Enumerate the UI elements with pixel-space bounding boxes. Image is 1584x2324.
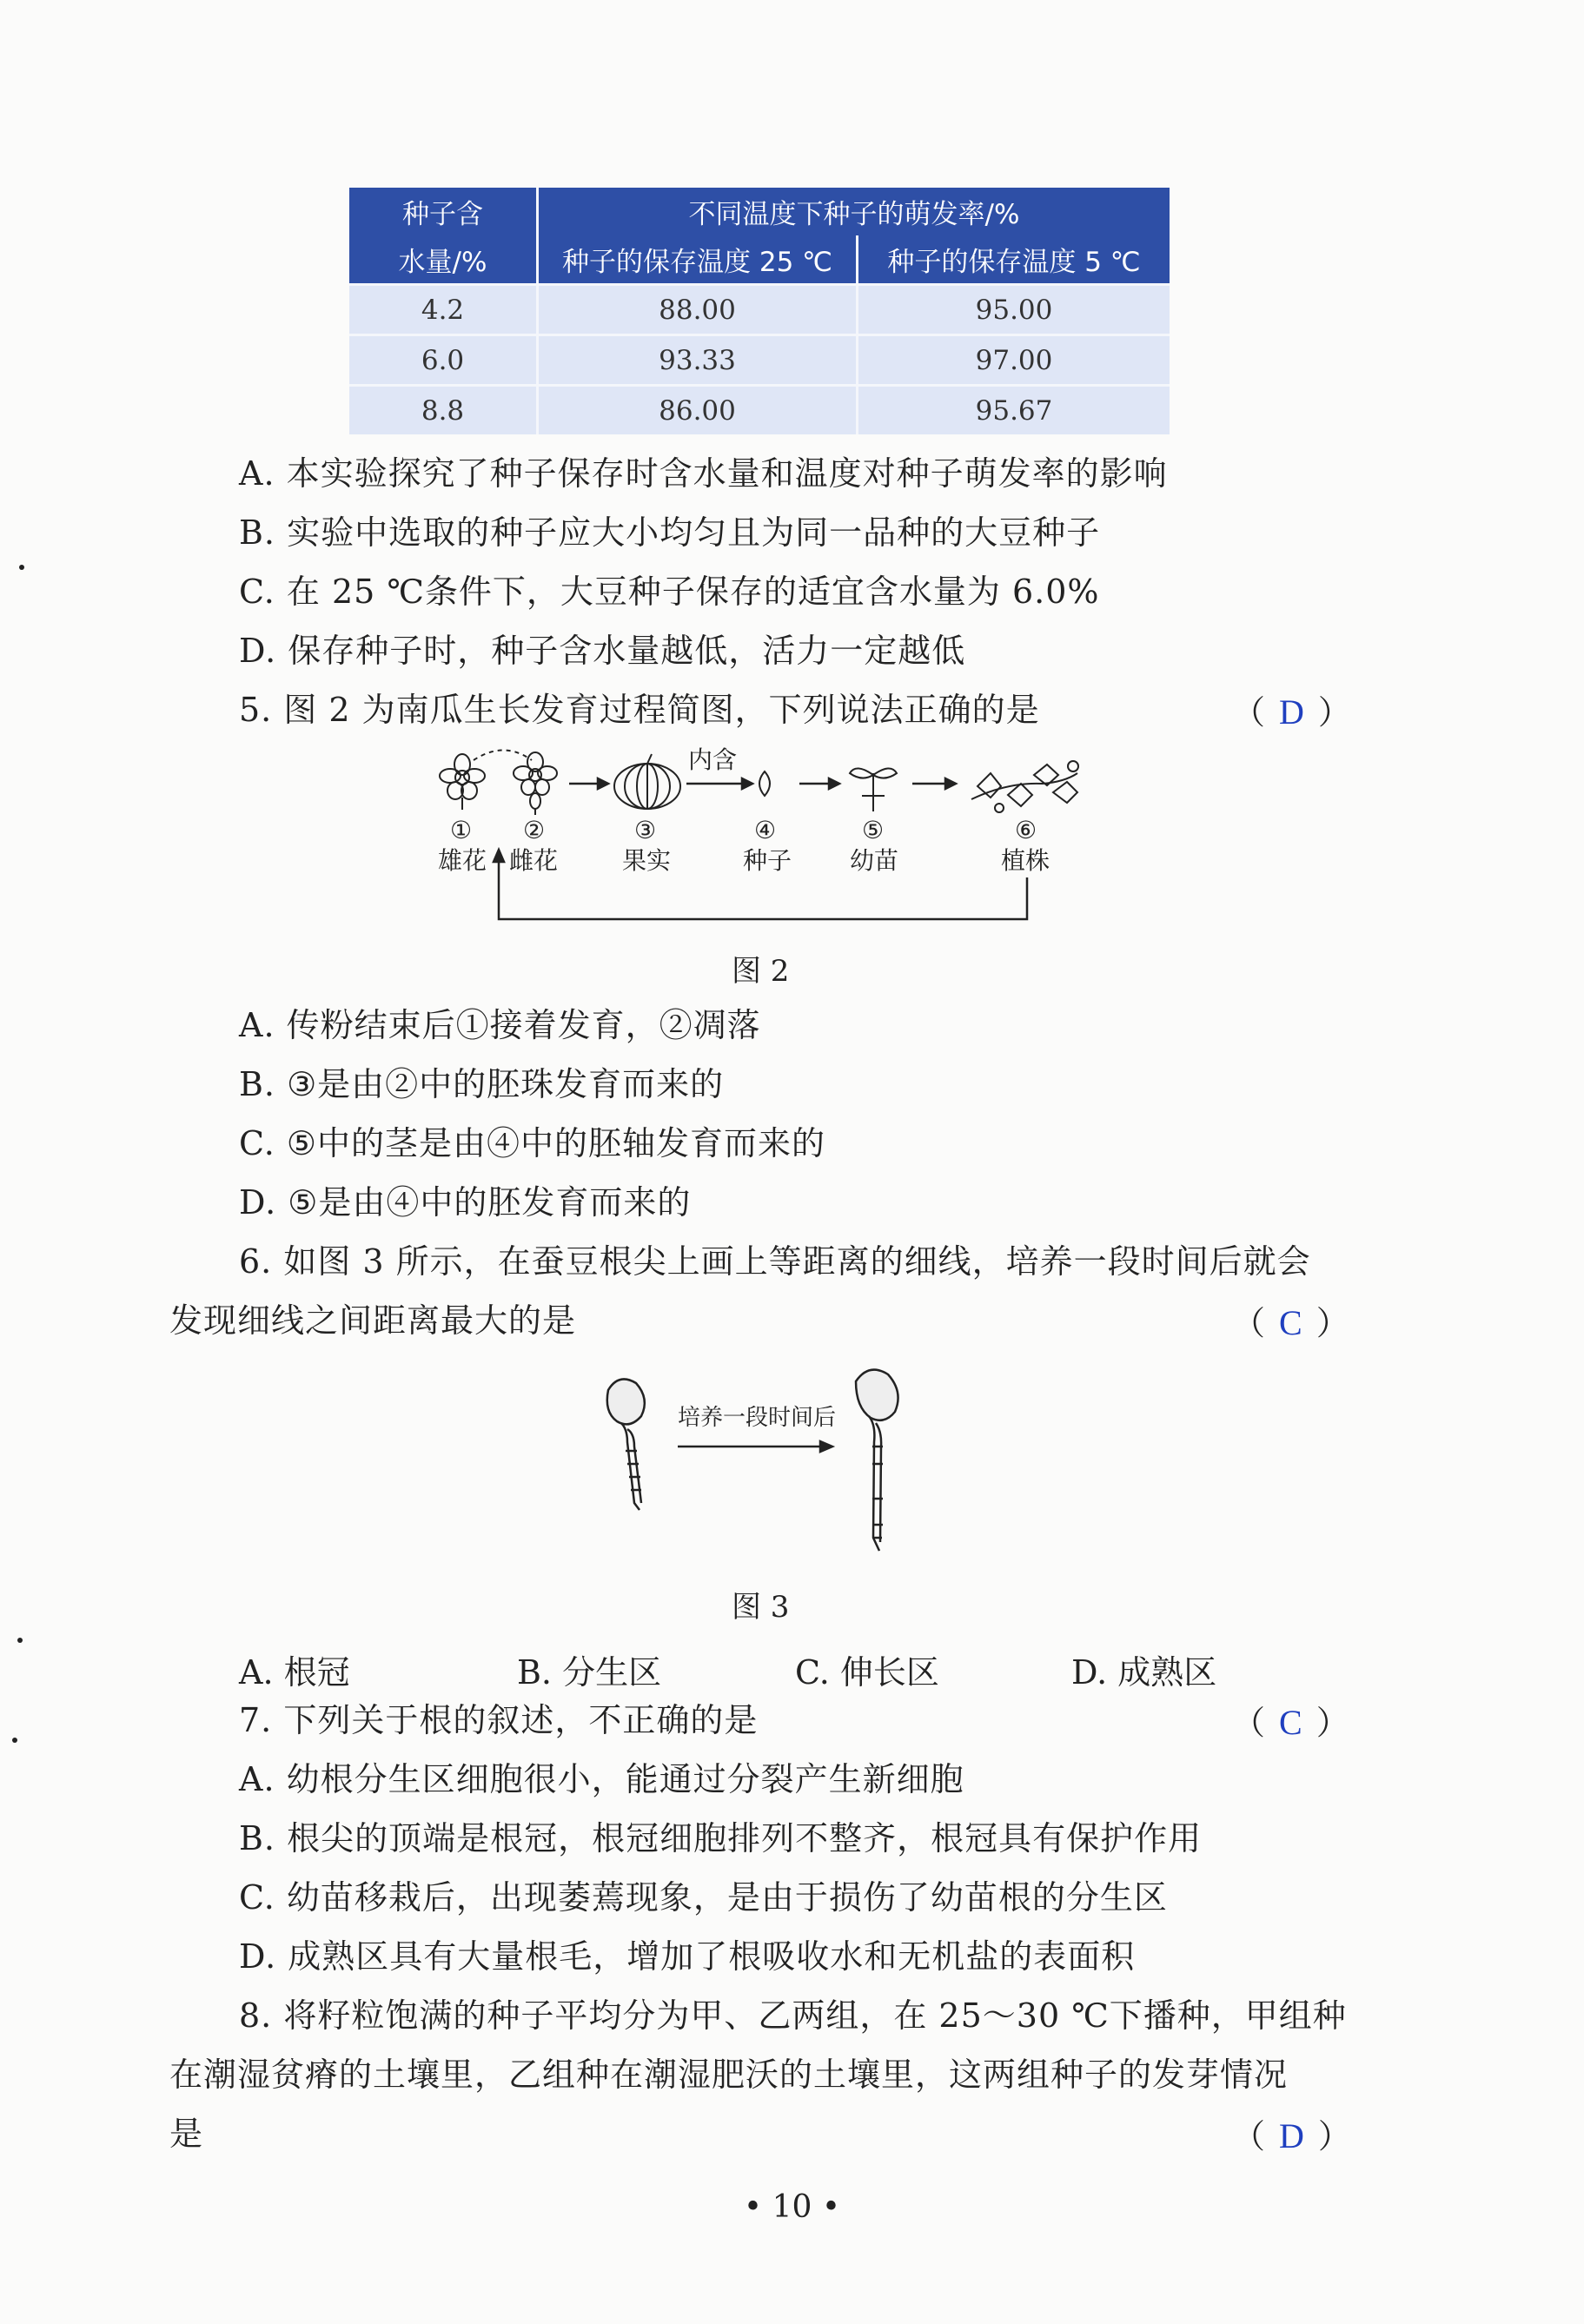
q6-option-a: A. 根冠 xyxy=(239,1653,350,1692)
stage-name: 种子 xyxy=(743,846,792,875)
q4-option-c: C. 在 25 ℃条件下，大豆种子保存的适宜含水量为 6.0% xyxy=(239,573,1100,611)
stage-number: ① xyxy=(450,816,473,844)
stage-name: 幼苗 xyxy=(850,846,899,875)
q6-option-d: D. 成熟区 xyxy=(1071,1653,1217,1692)
q6-stem-line2: 发现细线之间距离最大的是 xyxy=(169,1301,577,1340)
q6-option-c: C. 伸长区 xyxy=(795,1653,939,1692)
table-row xyxy=(349,285,1170,335)
header-temp-25: 种子的保存温度 25 ℃ xyxy=(538,235,858,285)
stage-number: ④ xyxy=(754,816,777,844)
q6-option-b: B. 分生区 xyxy=(517,1653,662,1692)
q5-answer: D xyxy=(1279,692,1304,732)
figure-3-arrow-label: 培养一段时间后 xyxy=(678,1405,837,1431)
q8-stem-line1: 8. 将籽粒饱满的种子平均分为甲、乙两组，在 25～30 ℃下播种，甲组种 xyxy=(239,1996,1347,2035)
paren-open: （ xyxy=(1232,2117,1266,2155)
q7-option-a: A. 幼根分生区细胞很小，能通过分裂产生新细胞 xyxy=(239,1760,964,1798)
male-flower-icon xyxy=(440,754,485,810)
q6-answer-box xyxy=(1232,1301,1349,1345)
stage-number: ⑥ xyxy=(1015,816,1037,844)
page-number: • 10 • xyxy=(743,2189,841,2225)
stage-number: ③ xyxy=(634,816,657,844)
bean-root-after-icon xyxy=(856,1370,898,1551)
stage-name: 雄花 xyxy=(438,846,487,875)
table-cell: 97.00 xyxy=(858,335,1170,386)
q4-option-a: A. 本实验探究了种子保存时含水量和温度对种子萌发率的影响 xyxy=(239,454,1168,493)
table-row xyxy=(349,335,1170,386)
q4-option-d: D. 保存种子时，种子含水量越低，活力一定越低 xyxy=(239,632,966,670)
table-cell: 93.33 xyxy=(538,335,858,386)
q8-answer: D xyxy=(1279,2116,1304,2155)
q7-answer: C xyxy=(1279,1703,1302,1742)
q8-stem-line2: 在潮湿贫瘠的土壤里，乙组种在潮湿肥沃的土壤里，这两组种子的发芽情况 xyxy=(169,2056,1289,2094)
stage-number: ② xyxy=(523,816,546,844)
stage-name: 植株 xyxy=(1001,846,1050,875)
margin-speck xyxy=(12,1738,17,1743)
table-cell: 95.00 xyxy=(858,285,1170,335)
stage-number: ⑤ xyxy=(862,816,885,844)
paren-close: ） xyxy=(1316,1704,1349,1742)
q7-option-b: B. 根尖的顶端是根冠，根冠细胞排列不整齐，根冠具有保护作用 xyxy=(239,1819,1203,1857)
figure-3-diagram xyxy=(0,1364,1584,1581)
margin-speck xyxy=(19,565,24,570)
q7-stem: 7. 下列关于根的叙述，不正确的是 xyxy=(239,1701,759,1739)
q5-option-a: A. 传粉结束后①接着发育，②凋落 xyxy=(239,1006,761,1044)
paren-close: ） xyxy=(1317,693,1351,732)
bean-root-before-icon xyxy=(607,1380,645,1511)
margin-speck xyxy=(17,1638,23,1643)
figure-2-arrow-label: 内含 xyxy=(688,745,738,774)
seedling-icon xyxy=(850,768,897,811)
pumpkin-icon xyxy=(614,754,680,809)
table-row xyxy=(349,386,1170,435)
header-germination-rate: 不同温度下种子的萌发率/% xyxy=(538,188,1170,235)
q5-option-d: D. ⑤是由④中的胚发育而来的 xyxy=(239,1183,692,1222)
q6-stem-line1: 6. 如图 3 所示，在蚕豆根尖上画上等距离的细线，培养一段时间后就会 xyxy=(239,1242,1311,1281)
q4-option-b: B. 实验中选取的种子应大小均匀且为同一品种的大豆种子 xyxy=(239,513,1101,552)
paren-close: ） xyxy=(1317,2117,1351,2155)
table-cell: 86.00 xyxy=(538,386,858,435)
figure-2-caption: 图 2 xyxy=(732,954,790,989)
plant-icon xyxy=(971,761,1078,812)
paren-open: （ xyxy=(1232,693,1266,732)
q8-stem-line3: 是 xyxy=(169,2115,204,2153)
table-cell: 6.0 xyxy=(349,335,538,386)
seed-icon xyxy=(759,771,770,796)
table-cell: 4.2 xyxy=(349,285,538,335)
q5-stem: 5. 图 2 为南瓜生长发育过程简图，下列说法正确的是 xyxy=(239,691,1040,729)
paren-open: （ xyxy=(1232,1304,1266,1342)
female-flower-icon xyxy=(514,752,557,815)
q6-answer: C xyxy=(1279,1303,1302,1342)
table-cell: 88.00 xyxy=(538,285,858,335)
q5-answer-box xyxy=(1232,691,1351,734)
q5-option-c: C. ⑤中的茎是由④中的胚轴发育而来的 xyxy=(239,1124,825,1162)
header-water-content-top: 种子含 xyxy=(349,188,538,235)
header-water-content-bottom: 水量/% xyxy=(349,235,538,285)
q7-option-c: C. 幼苗移栽后，出现萎蔫现象，是由于损伤了幼苗根的分生区 xyxy=(239,1878,1168,1917)
stage-name: 果实 xyxy=(622,846,672,875)
stage-name: 雌花 xyxy=(509,846,559,875)
q7-option-d: D. 成熟区具有大量根毛，增加了根吸收水和无机盐的表面积 xyxy=(239,1937,1136,1976)
header-temp-5: 种子的保存温度 5 ℃ xyxy=(858,235,1170,285)
q7-answer-box xyxy=(1232,1701,1349,1745)
paren-close: ） xyxy=(1316,1304,1349,1342)
figure-2-diagram xyxy=(0,747,1584,1008)
q8-answer-box xyxy=(1232,2115,1351,2158)
germination-table xyxy=(349,188,1170,434)
table-cell: 8.8 xyxy=(349,386,538,435)
table-cell: 95.67 xyxy=(858,386,1170,435)
figure-3-caption: 图 3 xyxy=(732,1590,790,1625)
paren-open: （ xyxy=(1232,1704,1266,1742)
q5-option-b: B. ③是由②中的胚珠发育而来的 xyxy=(239,1065,725,1103)
